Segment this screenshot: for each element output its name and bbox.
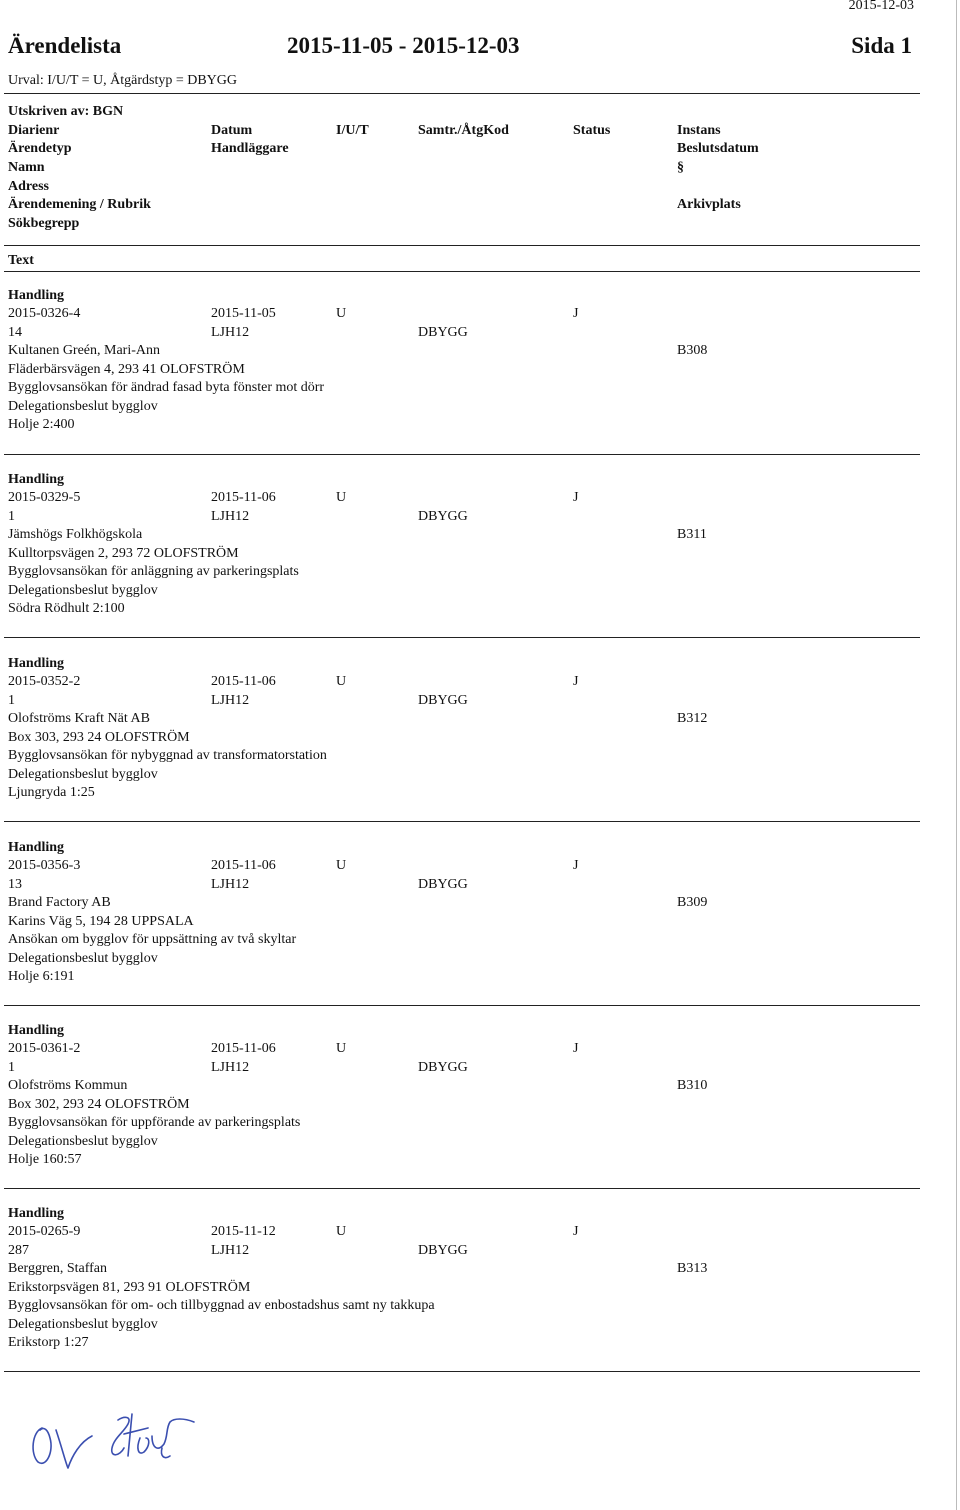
record-section: Handling — [8, 1023, 65, 1038]
record-namn: Olofströms Kommun — [8, 1078, 128, 1093]
record-arkivplats: B308 — [677, 343, 708, 358]
col-datum: Datum — [211, 123, 253, 138]
record-rubrik: Bygglovsansökan för om- och tillbyggnad av enbostadshus samt ny takkupa — [8, 1298, 435, 1313]
record-sokbegrepp: Södra Rödhult 2:100 — [8, 601, 125, 616]
record-rubrik: Bygglovsansökan för uppförande av parkeringsplats — [8, 1115, 301, 1130]
record-atgkod: DBYGG — [418, 693, 468, 708]
legend-divider-top — [4, 245, 920, 246]
record-instans: J — [573, 1224, 579, 1239]
record-diarienr: 2015-0356-3 — [8, 858, 81, 873]
col-arendetyp: Ärendetyp — [8, 141, 72, 156]
record-iut: U — [336, 306, 347, 321]
record-sokbegrepp: Holje 6:191 — [8, 969, 75, 984]
record-namn: Kultanen Greén, Mari-Ann — [8, 343, 161, 358]
record-adress: Fläderbärsvägen 4, 293 41 OLOFSTRÖM — [8, 362, 245, 377]
record-arkivplats: B313 — [677, 1261, 708, 1276]
record-namn: Berggren, Staffan — [8, 1261, 108, 1276]
record-iut: U — [336, 674, 347, 689]
report-period: 2015-11-05 - 2015-12-03 — [287, 33, 520, 58]
col-arendemening: Ärendemening / Rubrik — [8, 197, 151, 212]
record-instans: J — [573, 674, 579, 689]
record-atgkod: DBYGG — [418, 877, 468, 892]
record-sokbegrepp: Holje 2:400 — [8, 417, 75, 432]
col-beslutsdatum: Beslutsdatum — [677, 141, 759, 156]
col-diarienr: Diarienr — [8, 123, 60, 138]
record-rubrik: Bygglovsansökan för ändrad fasad byta fönster mot dörr — [8, 380, 325, 395]
record-divider — [4, 821, 920, 822]
record-beslut: Delegationsbeslut bygglov — [8, 399, 158, 414]
record-divider — [4, 637, 920, 638]
record-beslut: Delegationsbeslut bygglov — [8, 583, 158, 598]
record-section: Handling — [8, 288, 65, 303]
record-adress: Box 303, 293 24 OLOFSTRÖM — [8, 730, 190, 745]
print-date: 2015-12-03 — [848, 0, 914, 13]
record-instans: J — [573, 306, 579, 321]
record-diarienr: 2015-0352-2 — [8, 674, 81, 689]
col-paragraph: § — [677, 160, 684, 175]
record-datum: 2015-11-12 — [211, 1224, 276, 1239]
record-arendetyp: 287 — [8, 1243, 29, 1258]
col-handlaggare: Handläggare — [211, 141, 289, 156]
record-datum: 2015-11-06 — [211, 674, 276, 689]
record-arkivplats: B310 — [677, 1078, 708, 1093]
record-arkivplats: B309 — [677, 895, 708, 910]
col-namn: Namn — [8, 160, 45, 175]
record-diarienr: 2015-0329-5 — [8, 490, 81, 505]
record-handlaggare: LJH12 — [211, 325, 250, 340]
record-adress: Erikstorpsvägen 81, 293 91 OLOFSTRÖM — [8, 1280, 251, 1295]
record-2015-0361-2 — [0, 1022, 960, 1206]
record-arkivplats: B312 — [677, 711, 708, 726]
record-instans: J — [573, 490, 579, 505]
legend-divider-bottom — [4, 271, 920, 272]
record-arendetyp: 1 — [8, 1060, 15, 1075]
record-instans: J — [573, 1041, 579, 1056]
col-text: Text — [8, 253, 34, 268]
record-namn: Jämshögs Folkhögskola — [8, 527, 143, 542]
record-iut: U — [336, 490, 347, 505]
printed-by: Utskriven av: BGN — [8, 104, 124, 119]
record-atgkod: DBYGG — [418, 1060, 468, 1075]
handwritten-signature — [28, 1408, 208, 1478]
record-rubrik: Ansökan om bygglov för uppsättning av två skyltar — [8, 932, 297, 947]
record-sokbegrepp: Ljungryda 1:25 — [8, 785, 95, 800]
record-arendetyp: 1 — [8, 509, 15, 524]
record-section: Handling — [8, 840, 65, 855]
record-namn: Olofströms Kraft Nät AB — [8, 711, 150, 726]
record-instans: J — [573, 858, 579, 873]
record-handlaggare: LJH12 — [211, 1060, 250, 1075]
record-2015-0326-4 — [0, 287, 960, 471]
col-adress: Adress — [8, 179, 49, 194]
record-atgkod: DBYGG — [418, 325, 468, 340]
record-datum: 2015-11-06 — [211, 1041, 276, 1056]
record-divider — [4, 1188, 920, 1189]
record-arendetyp: 1 — [8, 693, 15, 708]
page-number: Sida 1 — [851, 33, 912, 58]
record-adress: Karins Väg 5, 194 28 UPPSALA — [8, 914, 194, 929]
col-instans: Instans — [677, 123, 721, 138]
record-sokbegrepp: Erikstorp 1:27 — [8, 1335, 89, 1350]
record-arendetyp: 14 — [8, 325, 22, 340]
record-2015-0329-5 — [0, 471, 960, 655]
record-section: Handling — [8, 656, 65, 671]
record-handlaggare: LJH12 — [211, 877, 250, 892]
record-iut: U — [336, 1224, 347, 1239]
record-datum: 2015-11-06 — [211, 858, 276, 873]
record-divider — [4, 1371, 920, 1372]
header-divider — [4, 93, 920, 94]
record-2015-0356-3 — [0, 839, 960, 1023]
scan-edge — [956, 0, 957, 1510]
col-sokbegrepp: Sökbegrepp — [8, 216, 80, 231]
record-atgkod: DBYGG — [418, 1243, 468, 1258]
record-adress: Box 302, 293 24 OLOFSTRÖM — [8, 1097, 190, 1112]
selection-criteria: Urval: I/U/T = U, Åtgärdstyp = DBYGG — [8, 73, 238, 88]
record-beslut: Delegationsbeslut bygglov — [8, 767, 158, 782]
col-iut: I/U/T — [336, 123, 369, 138]
record-diarienr: 2015-0361-2 — [8, 1041, 81, 1056]
record-section: Handling — [8, 472, 65, 487]
record-sokbegrepp: Holje 160:57 — [8, 1152, 82, 1167]
record-handlaggare: LJH12 — [211, 693, 250, 708]
record-iut: U — [336, 858, 347, 873]
record-rubrik: Bygglovsansökan för nybyggnad av transformatorstation — [8, 748, 327, 763]
record-atgkod: DBYGG — [418, 509, 468, 524]
record-divider — [4, 454, 920, 455]
record-2015-0352-2 — [0, 655, 960, 839]
page-title: Ärendelista — [8, 33, 122, 58]
record-beslut: Delegationsbeslut bygglov — [8, 1317, 158, 1332]
col-samtr-atgkod: Samtr./ÅtgKod — [418, 123, 509, 138]
record-section: Handling — [8, 1206, 65, 1221]
record-handlaggare: LJH12 — [211, 1243, 250, 1258]
record-2015-0265-9 — [0, 1205, 960, 1389]
record-arendetyp: 13 — [8, 877, 22, 892]
record-datum: 2015-11-06 — [211, 490, 276, 505]
record-datum: 2015-11-05 — [211, 306, 276, 321]
record-rubrik: Bygglovsansökan för anläggning av parkeringsplats — [8, 564, 299, 579]
record-diarienr: 2015-0326-4 — [8, 306, 81, 321]
record-beslut: Delegationsbeslut bygglov — [8, 951, 158, 966]
record-handlaggare: LJH12 — [211, 509, 250, 524]
col-status: Status — [573, 123, 611, 138]
record-diarienr: 2015-0265-9 — [8, 1224, 81, 1239]
record-arkivplats: B311 — [677, 527, 707, 542]
record-beslut: Delegationsbeslut bygglov — [8, 1134, 158, 1149]
record-namn: Brand Factory AB — [8, 895, 111, 910]
record-adress: Kulltorpsvägen 2, 293 72 OLOFSTRÖM — [8, 546, 239, 561]
record-iut: U — [336, 1041, 347, 1056]
record-divider — [4, 1005, 920, 1006]
col-arkivplats: Arkivplats — [677, 197, 741, 212]
